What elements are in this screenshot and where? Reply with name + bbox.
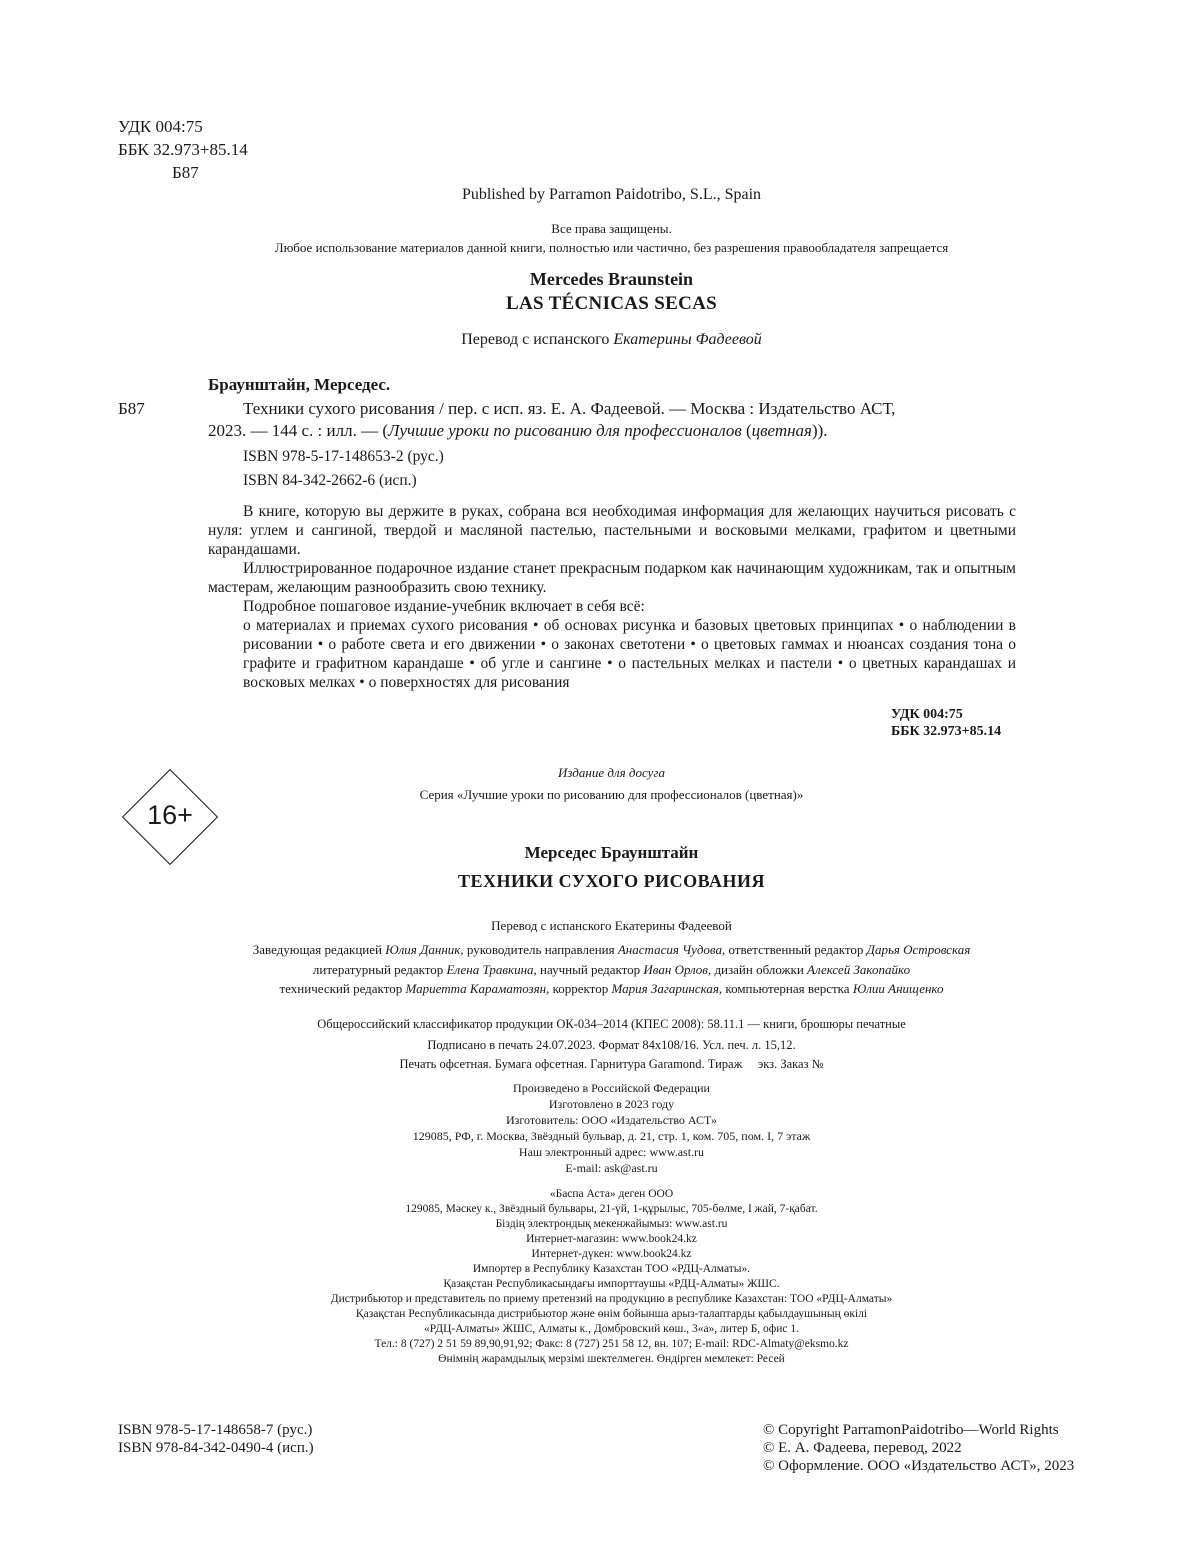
- annotation-topics: о материалах и приемах сухого рисования • об основах рисунка и базовых цветовых принципах • о наблюдении в рисовании • о работе света и его движении • о законах светотени • о цветовых гаммах и нюансах создания тона о графите и графитном карандаше • об угле и сангине • о пастельных мелках и пастели • о цветных карандашах и восковых мелках • о поверхностях для рисования: [243, 617, 1016, 691]
- credits-line-3: технический редактор Мариетта Караматозян, корректор Мария Загаринская, компьютерная верстка Юлии Анищенко: [279, 981, 944, 996]
- rights-line-2: Любое использование материалов данной книги, полностью или частично, без разрешения правообладателя запрещается: [274, 240, 949, 255]
- copyright-original: © Copyright ParramonPaidotribo—World Rights: [763, 1422, 1059, 1438]
- ru-title: ТЕХНИКИ СУХОГО РИСОВАНИЯ: [458, 871, 765, 891]
- catalog-mark: Б87: [118, 399, 145, 418]
- rights-line-1: Все права защищены.: [551, 221, 672, 236]
- kz-line: Қазақстан Республикасында дистрибьютор және өнім бойынша арыз-талаптарды қабылдаушының өкілі: [355, 1308, 868, 1320]
- kz-line: Өнімнің жарамдылық мерзімі шектелмеген. Өндірген мемлекет: Ресей: [438, 1353, 785, 1365]
- kz-line: «Баспа Аста» деген ООО: [549, 1188, 674, 1200]
- catalog-isbn-es: ISBN 84-342-2662-6 (исп.): [243, 472, 417, 489]
- original-author: Mercedes Braunstein: [529, 269, 694, 289]
- catalog-author-heading: Браунштайн, Мерседес.: [208, 375, 391, 394]
- ru-translation: Перевод с испанского Екатерины Фадеевой: [491, 918, 732, 933]
- footer-isbn-es: ISBN 978-84-342-0490-4 (исп.): [118, 1440, 314, 1456]
- author-mark: Б87: [172, 163, 199, 182]
- annotation-paragraph-3: Подробное пошаговое издание-учебник включает в себя всё:: [243, 598, 645, 615]
- kz-line: Интернет-магазин: www.book24.kz: [526, 1233, 697, 1245]
- kz-line: «РДЦ-Алматы» ЖШС, Алматы к., Домбровский көш., 3«а», литер Б, офис 1.: [423, 1323, 800, 1335]
- publisher-note: Published by Parramon Paidotribo, S.L., Spain: [461, 186, 762, 203]
- kz-line: Дистрибьютор и представитель по приему претензий на продукцию в республике Казахстан: ТОО «РДЦ-Алматы»: [330, 1293, 893, 1305]
- original-title: LAS TÉCNICAS SECAS: [506, 293, 717, 314]
- made-year: Изготовлено в 2023 году: [548, 1097, 675, 1111]
- credits-line-1: Заведующая редакцией Юлия Данник, руководитель направления Анастасия Чудова, ответственный редактор Дарья Островская: [252, 942, 971, 957]
- paper-info: Печать офсетная. Бумага офсетная. Гарнитура Garamond. Тираж экз. Заказ №: [399, 1057, 824, 1071]
- catalog-line-1: Техники сухого рисования / пер. с исп. яз. Е. А. Фадеевой. — Москва : Издательство АСТ,: [243, 399, 896, 418]
- kz-line: Біздің электрондық мекенжайымыз: www.ast.ru: [495, 1218, 728, 1230]
- manufacturer-email: E-mail: ask@ast.ru: [565, 1161, 658, 1175]
- copyright-design: © Оформление. ООО «Издательство АСТ», 2023: [763, 1458, 1075, 1474]
- catalog-isbn-ru: ISBN 978-5-17-148653-2 (рус.): [243, 448, 444, 465]
- kz-line: Қазақстан Республикасындағы импорттаушы «РДЦ-Алматы» ЖШС.: [443, 1278, 780, 1290]
- classification-bbk: ББК 32.973+85.14: [891, 724, 1002, 739]
- edition-type: Издание для досуга: [558, 765, 665, 780]
- age-rating: 16+: [147, 800, 193, 830]
- udk-code: УДК 004:75: [118, 117, 203, 136]
- copyright-translation: © Е. А. Фадеева, перевод, 2022: [763, 1440, 962, 1456]
- ru-author: Мерседес Браунштайн: [524, 843, 699, 862]
- kz-line: Импортер в Республику Казахстан ТОО «РДЦ-Алматы».: [472, 1263, 751, 1275]
- annotation-paragraph-1: В книге, которую вы держите в руках, собрана вся необходимая информация для желающих научиться рисовать с нуля: углем и сангиной, твердой и масляной пастелью, пастельными и восковыми мелками, графитом и цветными карандашами.: [208, 503, 1016, 558]
- made-in: Произведено в Российской Федерации: [513, 1081, 710, 1095]
- bbk-code: ББК 32.973+85.14: [118, 140, 248, 159]
- kz-line: Интернет-дүкен: www.book24.kz: [531, 1248, 692, 1260]
- footer-isbn-ru: ISBN 978-5-17-148658-7 (рус.): [118, 1422, 313, 1438]
- manufacturer-website: Наш электронный адрес: www.ast.ru: [518, 1145, 705, 1159]
- kz-line: Тел.: 8 (727) 2 51 59 89,90,91,92; Факс: 8 (727) 251 58 12, вн. 107; E-mail: RDC-Almaty@eksmo.kz: [374, 1338, 849, 1350]
- catalog-line-2: 2023. — 144 с. : илл. — (Лучшие уроки по рисованию для профессионалов (цветная)).: [208, 421, 828, 440]
- manufacturer-name: Изготовитель: ООО «Издательство АСТ»: [506, 1113, 717, 1127]
- credits-line-2: литературный редактор Елена Травкина, научный редактор Иван Орлов, дизайн обложки Алексей Закопайко: [312, 962, 911, 977]
- series-name: Серия «Лучшие уроки по рисованию для профессионалов (цветная)»: [419, 787, 804, 802]
- manufacturer-address: 129085, РФ, г. Москва, Звёздный бульвар, д. 21, стр. 1, ком. 705, пом. I, 7 этаж: [412, 1129, 811, 1143]
- annotation-paragraph-2: Иллюстрированное подарочное издание станет прекрасным подарком как начинающим художникам, так и опытным мастерам, желающим разнообразить свою технику.: [208, 560, 1016, 596]
- classification-udk: УДК 004:75: [891, 707, 963, 722]
- okp-classifier: Общероссийский классификатор продукции ОК-034–2014 (КПЕС 2008): 58.11.1 — книги, брошюры печатные: [317, 1017, 906, 1031]
- kz-line: 129085, Мәскеу к., Звёздный бульвары, 21-үй, 1-құрылыс, 705-бөлме, I жай, 7-қабат.: [405, 1203, 818, 1215]
- translation-credit: Перевод с испанского Екатерины Фадеевой: [461, 331, 762, 348]
- signed-to-print: Подписано в печать 24.07.2023. Формат 84х108/16. Усл. печ. л. 15,12.: [427, 1038, 796, 1052]
